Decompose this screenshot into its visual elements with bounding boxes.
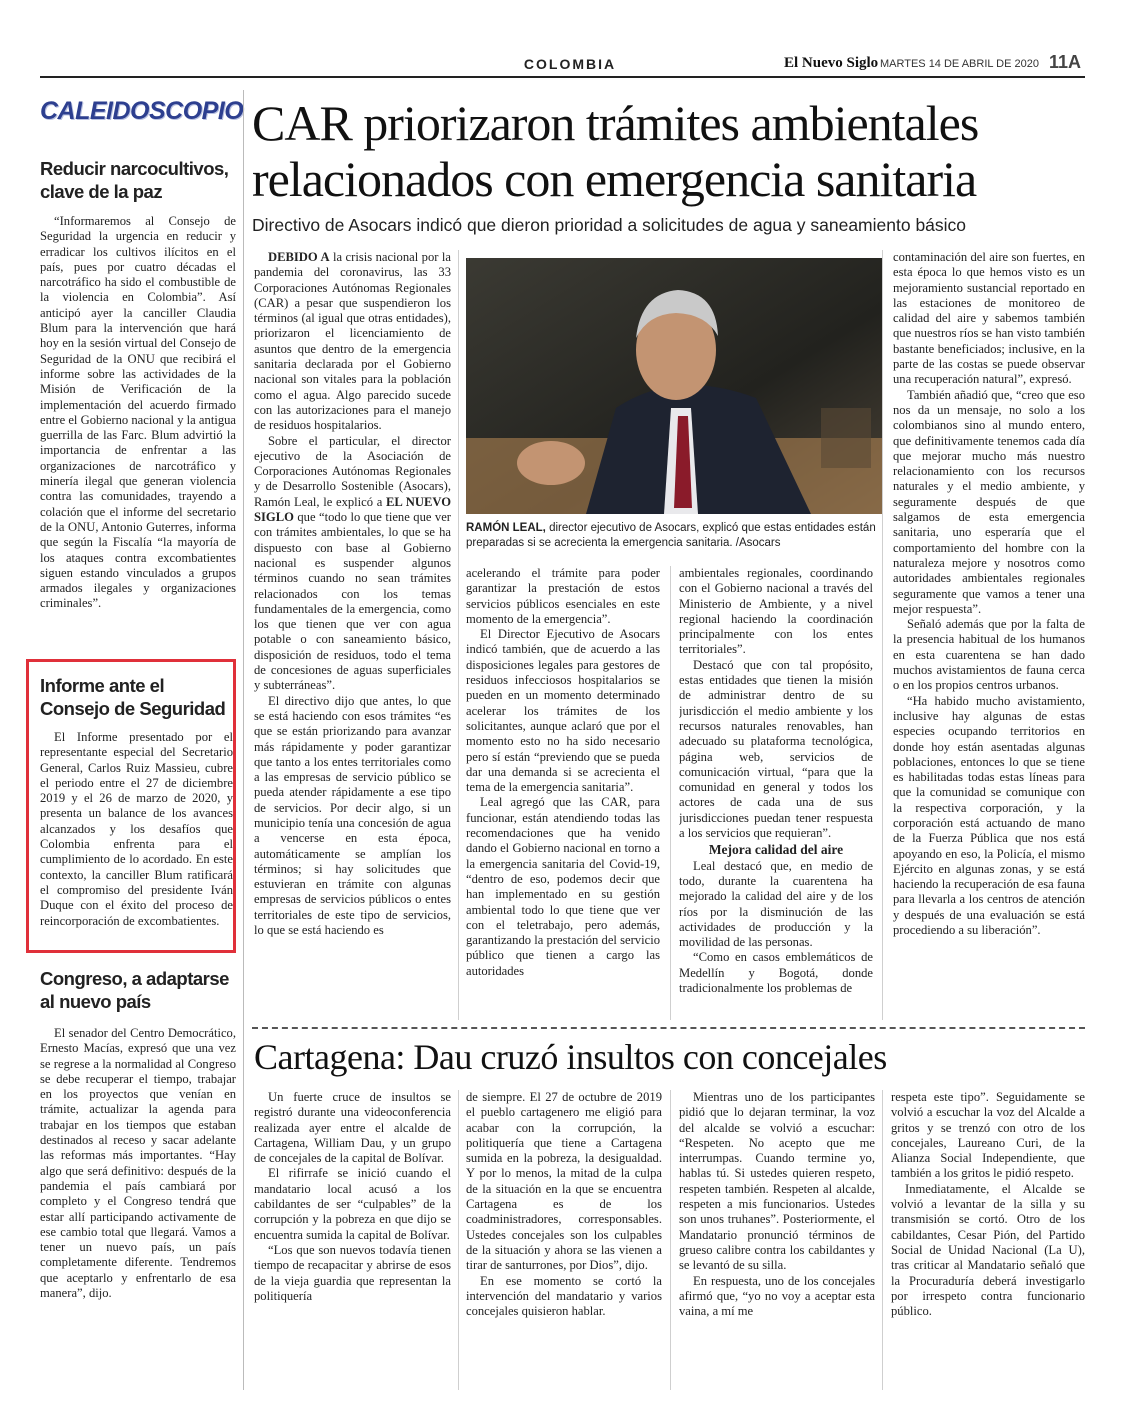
section-subheading: Mejora calidad del aire — [708, 842, 844, 858]
article-column-1: DEBIDO A la crisis nacional por la pandemia del coronavirus, las 33 Corporaciones Autónomas Regionales (CAR) a pesar que suspendieron los términos (al igual que otras entidades), priorizaron el licenciamiento de asuntos que dentro de la emergencia sanitaria declarada por el Gobierno nacional son vitales para la población como el agua. Algo parecido sucede con las autorizaciones para el manejo de residuos hospitalarios. Sobre el particular, el director ejecutivo de la Asociación de Corporaciones Autónomas Regionales y de Desarrollo Sostenible (Asocars), Ramón Leal, le explicó a EL NUEVO SIGLO que “todo lo que tiene que ver con trámites ambientales, lo que se ha dispuesto con base al Gobierno nacional es suspender algunos términos cuando no sean trámites relacionados con los temas fundamentales de la emergencia, como los que tienen que ver con agua potable o con saneamiento básico, disposición de residuos, todo el tema de concesiones de aguas superficiales y subterráneas”. El directivo dijo que antes, lo que se está haciendo con esos trámites “es que se están priorizando para avanzar más rápidamente y poder garantizar que tanto a los entes territoriales como a las empresas de servicio público se pueda atender rápidamente a ese tipo de servicios. Por decir algo, si un municipio tenía una concesión de agua a vencerse en esta época, automáticamente se amplían los términos; si hay solicitudes que estuvieran en trámite con algunas empresas de servicios públicos o entes territoriales de este tipo de servicios, lo que se está haciendo es — [254, 250, 451, 938]
sidebar-story-headline: Congreso, a adaptarse al nuevo país — [40, 968, 229, 1012]
article-divider — [252, 1027, 1085, 1029]
sidebar-divider — [243, 90, 244, 1390]
issue-date: MARTES 14 DE ABRIL DE 2020 — [880, 58, 1039, 70]
newspaper-name: EL NUEVO SIGLO — [254, 494, 451, 525]
ramon-leal-photo — [466, 258, 882, 514]
article-column-4: contaminación del aire son fuertes, en esta época lo que hemos visto es un mejoramiento sustancial reportado en las estaciones de monitoreo de calidad del aire y sabemos también que nuestros ríos se han visto también bastante beneficiados; inclusive, en la parte de las costas se puede observar una recuperación natural”, expresó. También añadió que, “creo que eso nos da un mensaje, no solo a los colombianos sino al mundo entero, que definitivamente tenemos cada día que mejorar mucho más nuestro relacionamiento con los recursos naturales y el medio ambiente, y seguramente después de que salgamos de esta emergencia sanitaria, uno esperaría que el comportamiento del hombre con la naturaleza mejore y nosotros como autoridades ambientales regionales seguramente que vamos a tener una mejor respuesta”. Señaló además que por la falta de la presencia habitual de los humanos en esta cuarentena se han dado muchos avistamientos de fauna cerca o en los propios centros urbanos. “Ha habido mucho avistamiento, inclusive hay algunas de estas especies ocupando territorios en donde hoy están asentadas algunas poblaciones, entonces lo que se tiene es habilitadas todas estas líneas para que la comunidad se comunique con la respectiva corporación, y la corporación está actuando de mano de la Fuerza Pública que nos está apoyando en eso, la Policía, el mismo Ejército en algunas zonas, y se está haciendo la recuperación de esa fauna para llevarla a los centros de atención y después de una evaluación se está procediendo a su liberación”. — [893, 250, 1085, 938]
sidebar-story-body: El Informe presentado por el representante especial del Secretario General, Carlos Ruiz Massieu, cubre el periodo entre el 27 de diciembre 2019 y el 26 de marzo de 2020, y presenta un balance de los avances alcanzados y los desafíos que Colombia enfrenta para el cumplimiento de lo acordado. En este contexto, la canciller Blum ratificará el compromiso del presidente Iván Duque con el éxito del proceso de reincorporación de excombatientes. — [40, 730, 233, 928]
article-column-2: acelerando el trámite para poder garantizar la prestación de estos servicios públicos esenciales en este momento de la emergencia”. El Director Ejecutivo de Asocars indicó también, que de acuerdo a las disposiciones legales para gestores de residuos infecciosos hospitalarios se pueden en un momento determinado acelerar los trámites de los solicitantes, aunque aclaró que por el momento esto no ha sido necesario pero sí están “previendo que se pueda dar una demanda si se acrecienta el tema de la emergencia sanitaria”. Leal agregó que las CAR, para funcionar, están atendiendo todas las recomendaciones que ha venido dando el Gobierno nacional en torno a la emergencia sanitaria del Covid-19, “dentro de eso, podemos decir que han implementado en su gestión ambiental todo lo que tiene que ver con el teletrabajo, pero además, garantizando la prestación del servicio público que tienen a cargo las autoridades — [466, 566, 660, 978]
sidebar-story-body: “Informaremos al Consejo de Seguridad la urgencia en reducir y erradicar los cultivos ilícitos en el país, pues por cuatro décadas el narcotráfico ha sido el combustible de la violencia en Colombia”. Así anticipó ayer la canciller Claudia Blum para la intervención que hará hoy en la sesión virtual del Consejo de Seguridad de la ONU que recibirá el informe sobre las actividades de la Misión de Verificación de la implementación del acuerdo firmado entre el Gobierno nacional y la antigua guerrilla de las Farc. Blum advirtió la importancia de enfrentar a las organizaciones de narcotráfico y minería ilegal que generan violencia contra las comunidades, trayendo a colación que el informe del secretario de la ONU, Antonio Guterres, informa que según la Fiscalía “la mayoría de los ataques contra excombatientes siguen estando vinculados a grupos armados ilegales y organizaciones criminales”. — [40, 214, 236, 611]
cartagena-headline: Cartagena: Dau cruzó insultos con concejales — [254, 1037, 887, 1077]
column-divider — [882, 250, 883, 1020]
sidebar-story-body: El senador del Centro Democrático, Ernesto Macías, expresó que una vez se regrese a la normalidad al Congreso se debe recuperar el tiempo, trabajar en los proyectos que venían en trámite, actualizar la agenda para trabajar en los tiempos que estaban destinados al receso y sacar adelante las reformas más importantes. “Hay algo que será definitivo: después de la pandemia el país cambiará por completo y el Congreso tendrá que estar allí participando activamente de ese cambio total que llegará. Vamos a tener un nuevo país, un país completamente diferente. Tendremos que aceptarlo y enfrentarlo de esa manera”, dijo. — [40, 1026, 236, 1301]
article-column-3: Mientras uno de los participantes pidió que lo dejaran terminar, la voz del alcalde se volvió a escuchar: “Respeten. No acepto que me interrumpas. Cuando termine yo, hablas tú. Si ustedes quieren respeto, respeten también. Respeten al alcalde, respeten a mis funcionarios. Ustedes son unos truhanes”. Posteriormente, el Mandatario pronunció términos de grueso calibre contra los cabildantes y se levantó de su silla. En respuesta, uno de los concejales afirmó que, “yo no voy a aceptar esta vaina, a mí me — [679, 1090, 875, 1319]
article-column-3: ambientales regionales, coordinando con el Gobierno nacional a través del Ministerio de Ambiente, y a nivel regional haciendo la coordinación principalmente con los entes territoriales”. Destacó que con tal propósito, estas entidades que tienen la misión de administrar dentro de su jurisdicción el medio ambiente y los recursos naturales renovables, han adecuado su plataforma tecnológica, página web, servicios de comunicación virtual, “para que la comunidad en general y todos los actores de cada una de sus jurisdicciones puedan tener respuesta a los servicios que requieran”. Mejora calidad del aire Leal destacó que, en medio de todo, durante la cuarentena ha mejorado la calidad del aire y de los ríos por la disminución de las actividades de producción y la movilidad de las personas. “Como en casos emblemáticos de Medellín y Bogotá, donde tradicionalmente los problemas de — [679, 566, 873, 996]
article-column-4: respeta este tipo”. Seguidamente se volvió a escuchar la voz del Alcalde a gritos y se trenzó con otro de los concejales, Laureano Curi, de la Alianza Social Independiente, que también a los gritos le pidió respeto. Inmediatamente, el Alcalde se volvió a levantar de la silla y su transmisión se cortó. Otro de los cabildantes, Cesar Pión, del Partido Social de Unidad Nacional (La U), tras criticar al Mandatario señaló que la Procuraduría deberá investigarlo por irrespeto contra funcionario público. — [891, 1090, 1085, 1319]
sidebar-title: CALEIDOSCOPIO — [40, 97, 244, 125]
column-divider — [458, 1090, 459, 1390]
column-divider — [458, 250, 459, 1020]
article-column-2: de siempre. El 27 de octubre de 2019 el pueblo cartagenero me eligió para acabar con la corrupción, la politiquería que tiene a Cartagena sumida en la pobreza, la desigualdad. Y por lo menos, la mitad de la culpa de la situación en la que se encuentra Cartagena es de los coadministradores, corresponsables. Ustedes concejales son los culpables de la situación y ahora se las vienen a tirar de santurrones, por Dios”, dijo. En ese momento se cortó la intervención del mandatario y varios concejales quisieron hablar. — [466, 1090, 662, 1319]
section-label: COLOMBIA — [523, 56, 617, 72]
page-number: 11A — [1049, 52, 1082, 72]
sidebar-story-headline: Reducir narcocultivos, clave de la paz — [40, 158, 229, 202]
main-subheadline: Directivo de Asocars indicó que dieron prioridad a solicitudes de agua y saneamiento básico — [252, 215, 967, 235]
sidebar-story-headline: Informe ante el Consejo de Seguridad — [40, 675, 226, 719]
column-divider — [882, 1090, 883, 1390]
photo-caption: RAMÓN LEAL, director ejecutivo de Asocars, explicó que estas entidades están preparadas si se acrecienta la emergencia sanitaria. /Asocars — [466, 522, 876, 549]
masthead-logo: El Nuevo Siglo — [784, 55, 879, 71]
lead-in: DEBIDO A — [268, 250, 330, 264]
main-headline: CAR priorizaron trámites ambientales relacionados con emergencia sanitaria — [252, 95, 979, 207]
article-column-1: Un fuerte cruce de insultos se registró durante una videoconferencia realizada ayer entre el alcalde de Cartagena, William Dau, y un grupo de concejales de la capital de Bolívar. El rifirrafe se inició cuando el mandatario local acusó a los cabildantes de ser “culpables” de la corrupción y la pobreza en que dijo se encuentra sumida la capital de Bolívar. “Los que son nuevos todavía tienen tiempo de recapacitar y abrirse de esos de la vieja guardia que representan la politiquería — [254, 1090, 451, 1303]
column-divider — [670, 1090, 671, 1390]
header-divider — [40, 76, 1085, 78]
column-divider — [670, 566, 671, 1020]
